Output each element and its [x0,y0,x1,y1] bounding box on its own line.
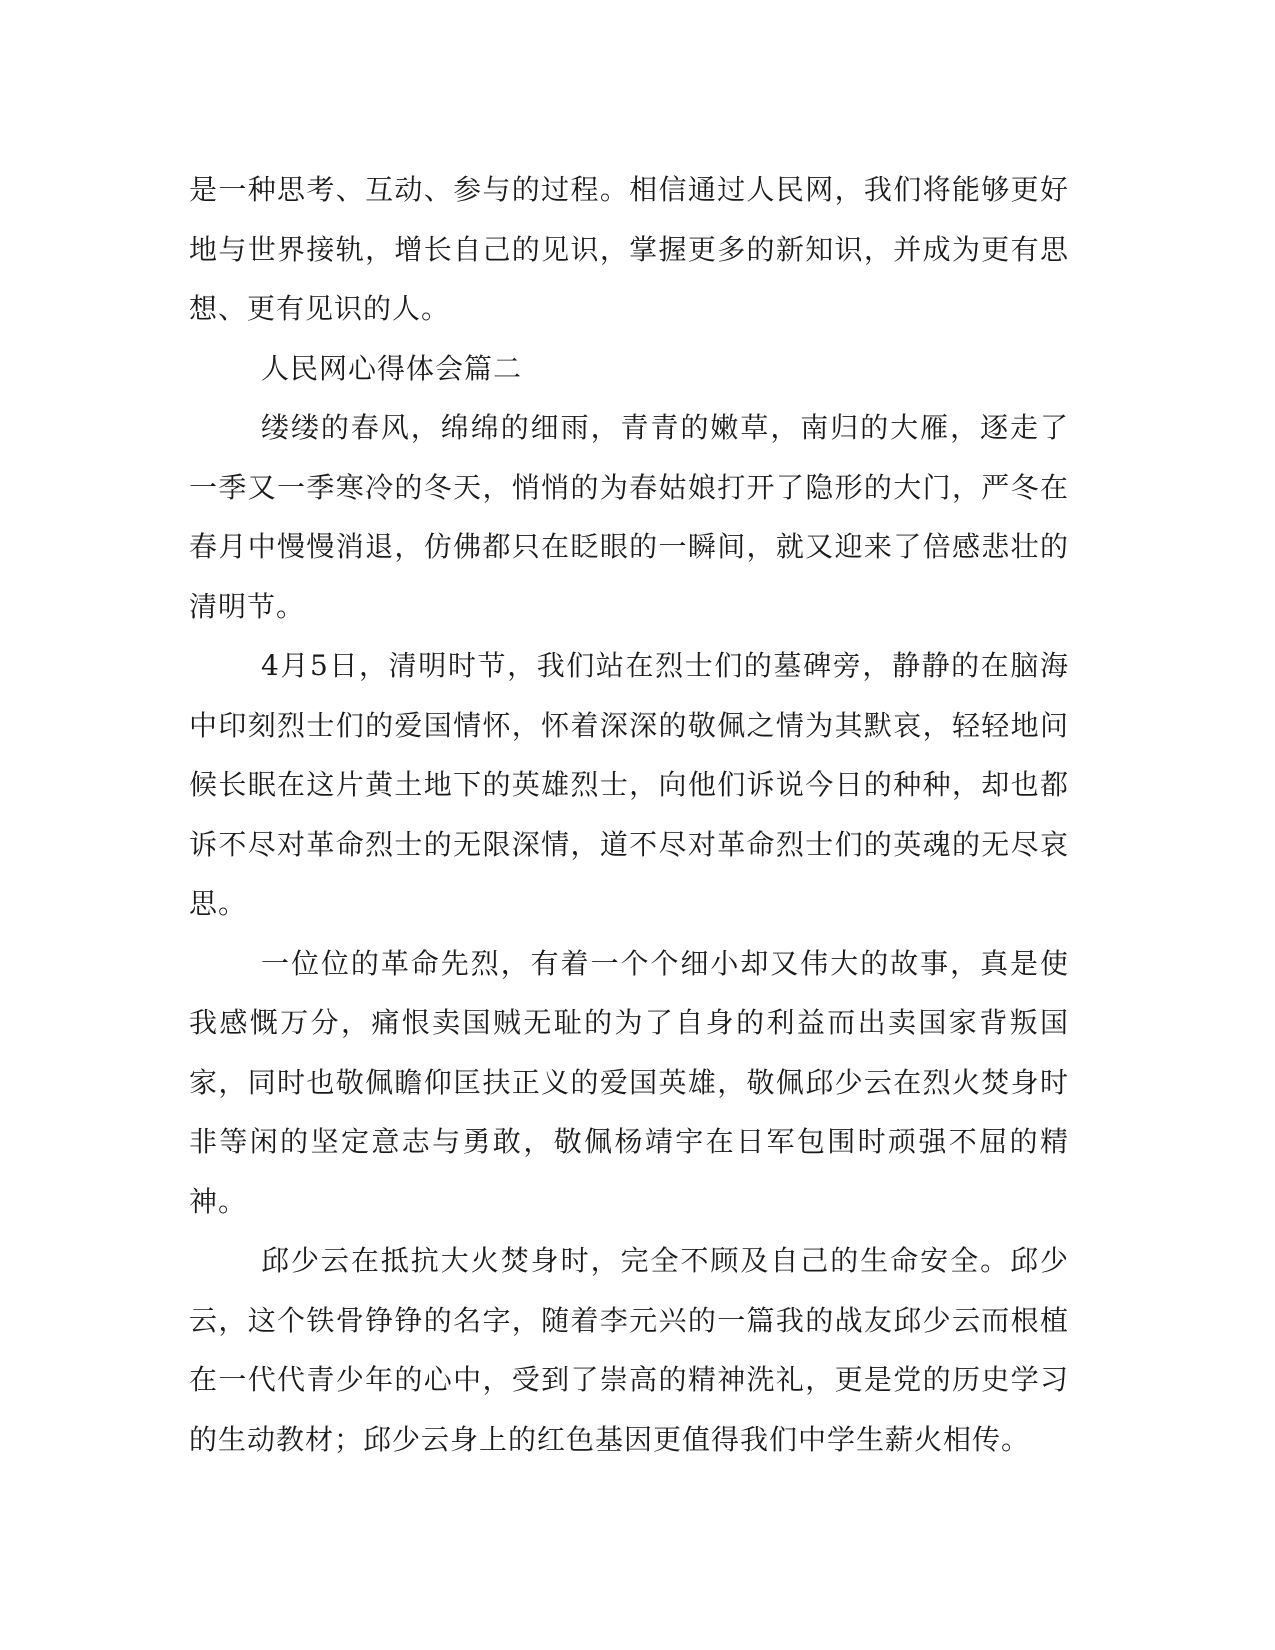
section-heading: 人民网心得体会篇二 [261,351,523,385]
paragraph-continuation: 是一种思考、互动、参与的过程。相信通过人民网，我们将能够更好地与世界接轨，增长自己的见识，掌握更多的新知识，并成为更有思想、更有见识的人。 [189,173,1069,325]
paragraph-martyrs: 一位位的革命先烈，有着一个个细小却又伟大的故事，真是使我感慨万分，痛恨卖国贼无耻的为了自身的利益而出卖国家背叛国家，同时也敬佩瞻仰匡扶正义的爱国英雄，敬佩邱少云在烈火焚身时非等闲的坚定意志与勇敢，敬佩杨靖宇在日军包围时顽强不屈的精神。 [189,946,1069,1218]
document-body [189,160,1069,1469]
paragraph-qingming: 4月5日，清明时节，我们站在烈士们的墓碑旁，静静的在脑海中印刻烈士们的爱国情怀，怀着深深的敬佩之情为其默哀，轻轻地问候长眠在这片黄土地下的英雄烈士，向他们诉说今日的种种，却也都诉不尽对革命烈士的无限深情，道不尽对革命烈士们的英魂的无尽哀思。 [189,649,1069,920]
paragraph-qiu-shaoyun: 邱少云在抵抗大火焚身时，完全不顾及自己的生命安全。邱少云，这个铁骨铮铮的名字，随着李元兴的一篇我的战友邱少云而根植在一代代青少年的心中，受到了崇高的精神洗礼，更是党的历史学习的生动教材；邱少云身上的红色基因更值得我们中学生薪火相传。 [189,1244,1069,1456]
paragraph-spring: 缕缕的春风，绵绵的细雨，青青的嫩草，南归的大雁，逐走了一季又一季寒冷的冬天，悄悄的为春姑娘打开了隐形的大门，严冬在春月中慢慢消退，仿佛都只在眨眼的一瞬间，就又迎来了倍感悲壮的清明节。 [189,411,1069,623]
